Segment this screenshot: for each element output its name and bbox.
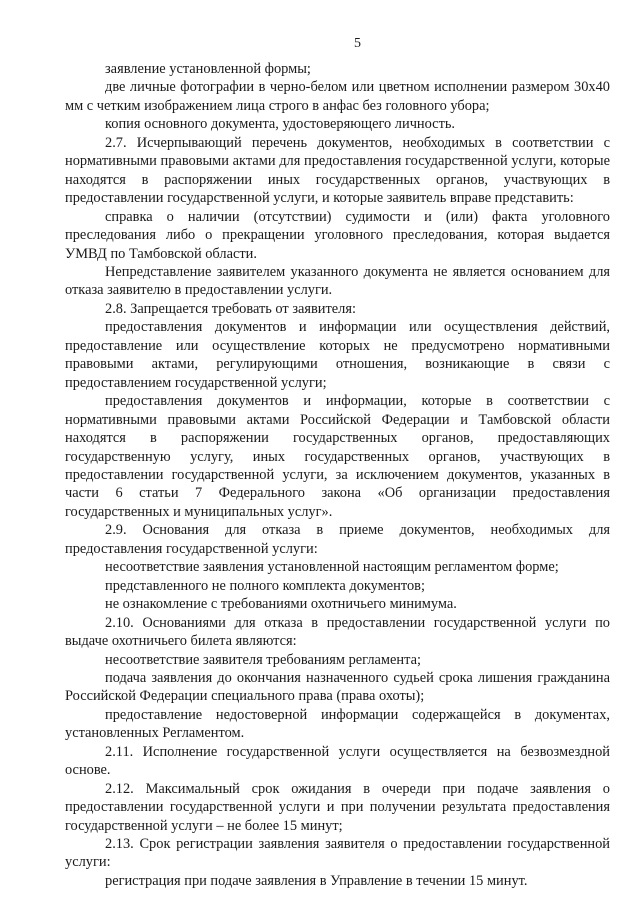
paragraph-2-9-item-2: представленного не полного комплекта документов;: [105, 577, 425, 594]
paragraph-criminal-record: справка о наличии (отсутствии) судимости и (или) факта уголовного преследования либо о прекращении уголовного преследования, которая выдается УМВД по Тамбовской области.: [65, 208, 610, 262]
paragraph-2-9-item-3: не ознакомление с требованиями охотничьего минимума.: [105, 596, 457, 613]
paragraph-2-13-item-1: регистрация при подаче заявления в Управление в течении 15 минут.: [105, 872, 528, 889]
paragraph-non-submission: Непредставление заявителем указанного документа не является основанием для отказа заявителю в предоставлении услуги.: [65, 263, 610, 299]
paragraph-2-12: 2.12. Максимальный срок ожидания в очереди при подаче заявления о предоставлении государственной услуги и при получении результата предоставления государственной услуги – не более 15 минут;: [65, 780, 610, 834]
paragraph-photos: две личные фотографии в черно-белом или цветном исполнении размером 30х40 мм с четким изображением лица строго в анфас без головного убора;: [65, 79, 610, 114]
paragraph-2-8-item-2: предоставления документов и информации, которые в соответствии с нормативными правовыми актами Российской Федерации и Тамбовской области находятся в распоряжении государственных органов, предоставляющих государственную услугу, иных государственных органов, участвующих в предоставлении государственной услуги, за исключением документов, указанных в части 6 статьи 7 Федерального закона «Об организации предоставления государственных и муниципальных услуг».: [65, 393, 610, 520]
paragraph-2-10-item-3: предоставление недостоверной информации содержащейся в документах, установленных Регламентом.: [65, 706, 610, 742]
paragraph-2-10: 2.10. Основаниями для отказа в предоставлении государственной услуги по выдаче охотничьего билета являются:: [65, 614, 610, 650]
paragraph-application-form: заявление установленной формы;: [105, 61, 311, 77]
paragraph-2-13: 2.13. Срок регистрации заявления заявителя о предоставлении государственной услуги:: [65, 836, 610, 871]
paragraph-2-9: 2.9. Основания для отказа в приеме документов, необходимых для предоставления государственной услуги:: [65, 522, 610, 557]
paragraph-2-10-item-1: несоответствие заявителя требованиям регламента;: [105, 651, 421, 668]
paragraph-2-10-item-2: подача заявления до окончания назначенного судьей срока лишения гражданина Российской Федерации специального права (права охоты);: [65, 669, 610, 705]
paragraph-2-7: 2.7. Исчерпывающий перечень документов, необходимых в соответствии с нормативными правовыми актами для предоставления государственной услуги, которые находятся в распоряжении иных государственных органов, участвующих в предоставлении государственной услуги, и которые заявитель вправе представить:: [65, 134, 610, 207]
paragraph-2-8: 2.8. Запрещается требовать от заявителя:: [105, 300, 356, 317]
page-number: 5: [354, 36, 361, 51]
paragraph-2-9-item-1: несоответствие заявления установленной настоящим регламентом форме;: [105, 559, 559, 576]
paragraph-2-11: 2.11. Исполнение государственной услуги осуществляется на безвозмездной основе.: [65, 743, 610, 779]
paragraph-2-8-item-1: предоставления документов и информации или осуществления действий, предоставление или осуществление которых не предусмотрено нормативными правовыми актами, регулирующими отношения, возникающие в связи с предоставлением государственной услуги;: [65, 319, 610, 391]
document-body: [65, 60, 610, 890]
paragraph-id-copy: копия основного документа, удостоверяющего личность.: [105, 116, 456, 133]
